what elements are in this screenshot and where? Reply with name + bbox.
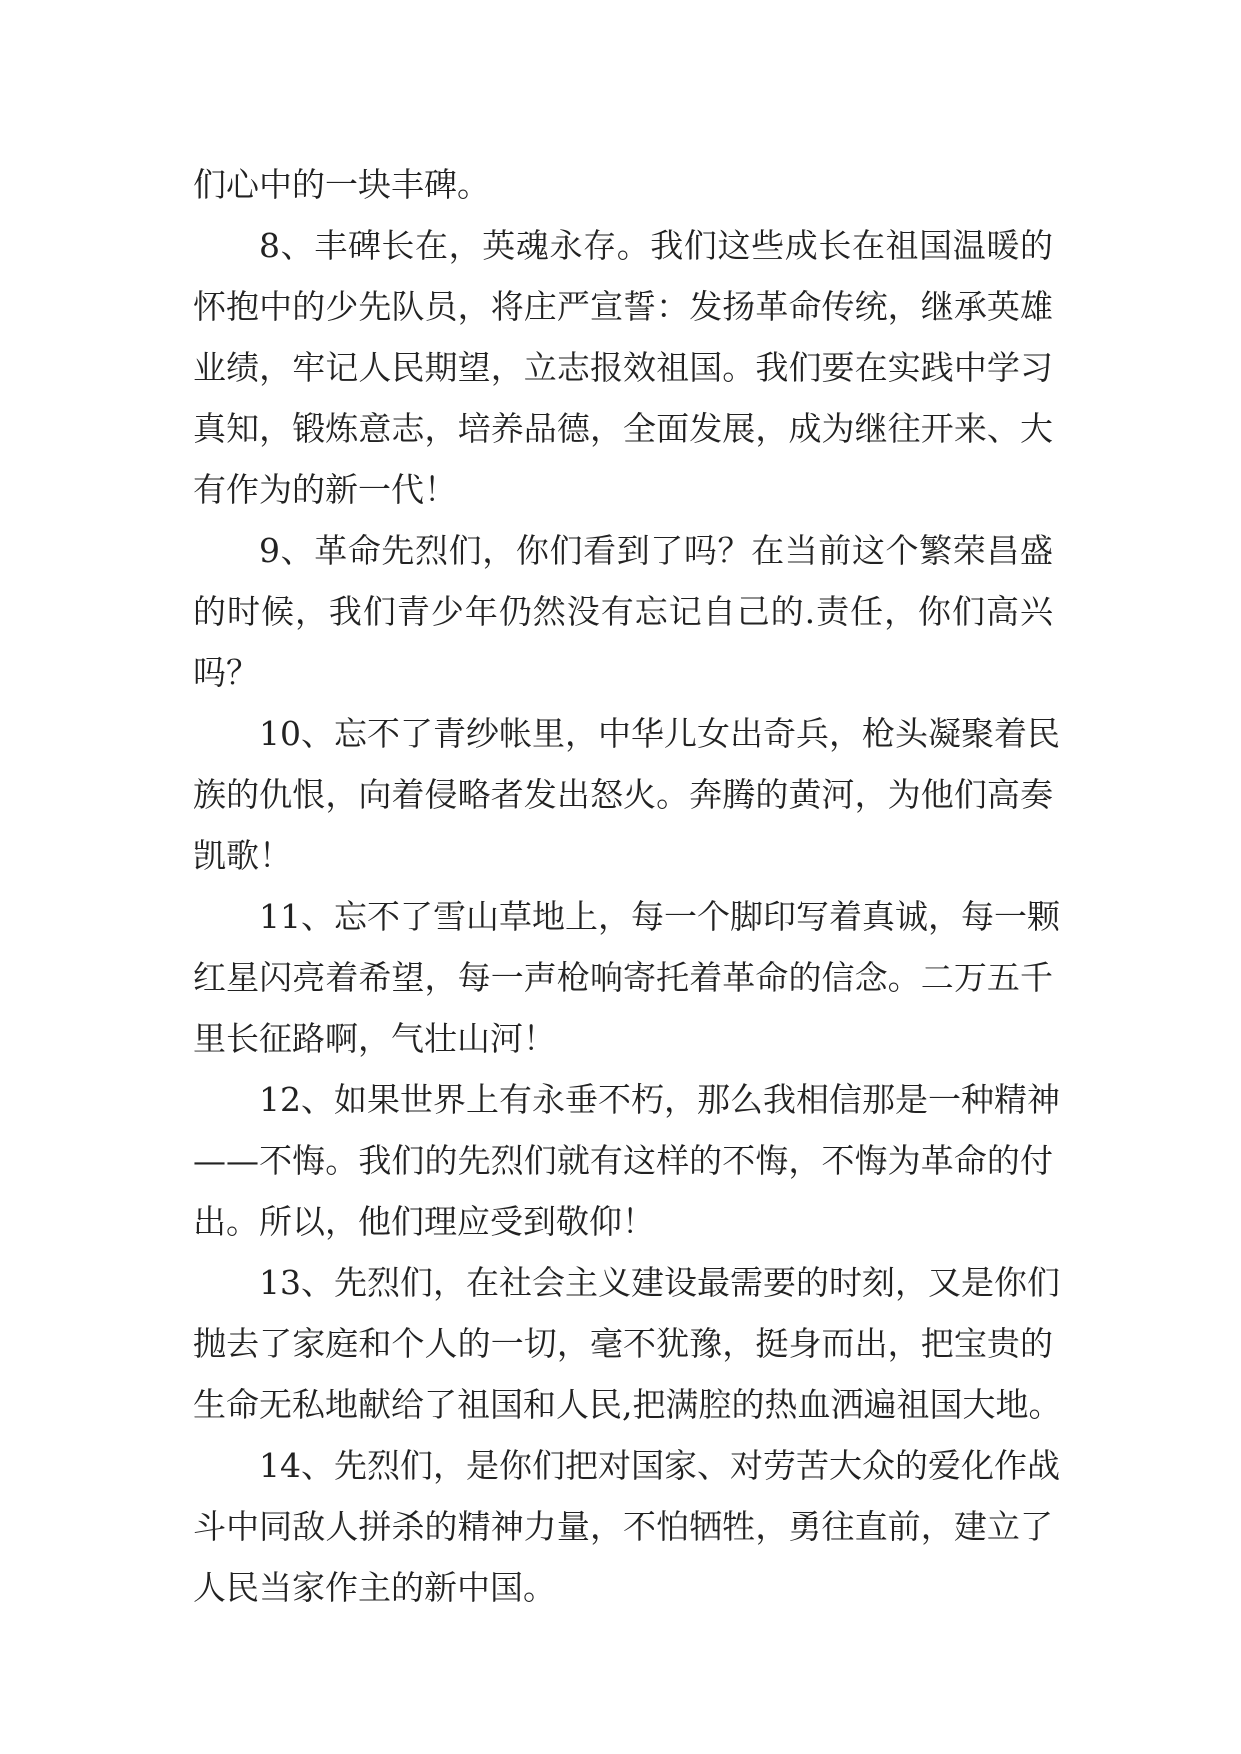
text-line: 凯歌！	[193, 836, 292, 875]
text-line: 人民当家作主的新中国。	[193, 1568, 556, 1607]
text-line: 12、如果世界上有永垂不朽，那么我相信那是一种精神	[259, 1080, 1060, 1119]
text-line: 里长征路啊，气壮山河！	[193, 1019, 556, 1058]
text-line: 红星闪亮着希望，每一声枪响寄托着革命的信念。二万五千	[193, 958, 1053, 997]
text-line: 业绩，牢记人民期望，立志报效祖国。我们要在实践中学习	[193, 348, 1053, 387]
text-line: 斗中同敌人拼杀的精神力量，不怕牺牲，勇往直前，建立了	[193, 1507, 1053, 1546]
text-line: 13、先烈们，在社会主义建设最需要的时刻，又是你们	[259, 1263, 1060, 1302]
text-line: 吗？	[193, 653, 259, 692]
text-line: 14、先烈们，是你们把对国家、对劳苦大众的爱化作战	[259, 1446, 1060, 1485]
text-line: 11、忘不了雪山草地上，每一个脚印写着真诚，每一颗	[259, 897, 1060, 936]
text-line: 有作为的新一代！	[193, 470, 457, 509]
text-line: 出。所以，他们理应受到敬仰！	[193, 1202, 655, 1241]
text-line: 真知，锻炼意志，培养品德，全面发展，成为继往开来、大	[193, 409, 1053, 448]
text-line: ——不悔。我们的先烈们就有这样的不悔，不悔为革命的付	[193, 1141, 1053, 1180]
text-line: 的时候，我们青少年仍然没有忘记自己的.责任，你们高兴	[193, 592, 1053, 631]
text-line: 生命无私地献给了祖国和人民,把满腔的热血洒遍祖国大地。	[193, 1385, 1062, 1424]
text-line: 怀抱中的少先队员，将庄严宣誓：发扬革命传统，继承英雄	[193, 287, 1053, 326]
text-line: 8、丰碑长在，英魂永存。我们这些成长在祖国温暖的	[259, 226, 1053, 265]
text-line: 9、革命先烈们，你们看到了吗？在当前这个繁荣昌盛	[259, 531, 1053, 570]
text-line: 10、忘不了青纱帐里，中华儿女出奇兵，枪头凝聚着民	[259, 714, 1060, 753]
text-line: 抛去了家庭和个人的一切，毫不犹豫，挺身而出，把宝贵的	[193, 1324, 1053, 1363]
text-line: 族的仇恨，向着侵略者发出怒火。奔腾的黄河，为他们高奏	[193, 775, 1053, 814]
document-page	[193, 154, 1062, 1618]
text-line: 们心中的一块丰碑。	[193, 165, 490, 204]
